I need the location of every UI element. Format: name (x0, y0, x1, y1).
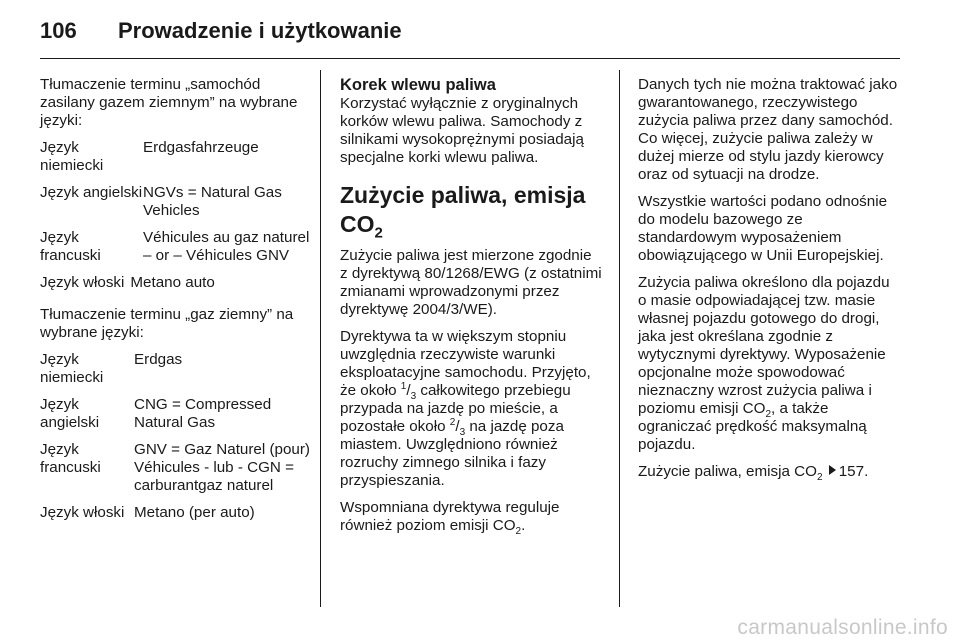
text-run: Dyrektywa ta w większym stopniu uwzględnia rzeczywiste warunki eksploatacyjne samochodu. Przyjęto, że około (340, 328, 591, 399)
language-label: Język francuski (40, 229, 101, 264)
text-run: Zużycia paliwa określono dla pojazdu o masie odpowiadającej tzw. masie własnej pojazdu gotowego do drogi, jaka jest określana zgodnie z wytycznymi dyrektywy. Wyposażenie opcjonalne może spowodować nieznaczny wzrost zużycia paliwa i poziomu emisji CO (638, 274, 890, 417)
directive-paragraph: Zużycie paliwa jest mierzone zgodnie z dyrektywą 80/1268/EWG (z ostatnimi zmianami wprowadzonymi przez dyrektywę 2004/3/WE). (340, 247, 602, 318)
translation-value: Erdgasfahrzeuge (143, 139, 259, 156)
text-run: , a także ograniczać prędkość maksymalną pojazdu. (638, 400, 867, 453)
base-model-paragraph: Wszystkie wartości podano odnośnie do modelu bazowego ze standardowym wyposażeniem obowiązującego w Unii Europejskiej. (638, 193, 888, 264)
column-divider-2 (619, 70, 620, 607)
page-title: Prowadzenie i użytkowanie (118, 18, 402, 43)
table-row (40, 139, 310, 175)
watermark: carmanualsonline.info (737, 616, 948, 639)
fraction-numerator: 2 (449, 416, 456, 428)
page-number: 106 (40, 18, 77, 43)
fuel-cap-paragraph: Korzystać wyłącznie z oryginalnych korków wlewu paliwa. Samochody z silnikami wysokoprężnymi posiadają specjalne korki wlewu paliwa. (340, 95, 584, 166)
intro-ngv-translation: Tłumaczenie terminu „samochód zasilany gazem ziemnym” na wybrane języki: (40, 76, 298, 129)
page-header (40, 18, 402, 48)
language-label: Język niemiecki (40, 351, 104, 386)
intro-gas-translation: Tłumaczenie terminu „gaz ziemny” na wybrane języki: (40, 306, 294, 341)
text-run: całkowitego przebiegu przypada na jazdę po mieście, a pozostałe około (340, 382, 571, 435)
translation-value: GNV = Gaz Naturel (pour) Véhicules - lub - CGN = carburantgaz naturel (134, 441, 310, 494)
co2-subscript: 2 (816, 472, 823, 484)
cross-reference[interactable] (638, 463, 902, 484)
language-label: Język angielski (40, 396, 100, 431)
reference-page[interactable]: 157. (838, 463, 869, 480)
city-share-paragraph: Dyrektywa ta w większym stopniu uwzględnia rzeczywiste warunki eksploatacyjne samochodu. Przyjęto, że około $^1/_3$ całkowitego przebiegu przypada na jazdę po mieście, a pozostałe około $^2/_3$ na jazdę poza miastem. Uwzględniono również rozruchy zimnego silnika i fazy przyspieszania. (340, 328, 591, 489)
disclaimer-paragraph: Danych tych nie można traktować jako gwarantowanego, rzeczywistego zużycia paliwa przez dany samochód. Co więcej, zużycie paliwa zależy w dużej mierze od stylu jazdy kierowcy oraz od sytuacji na drodze. (638, 76, 898, 183)
reference-text: Zużycie paliwa, emisja CO (638, 463, 817, 480)
translation-value: Erdgas (134, 351, 183, 368)
translation-value: Véhicules au gaz naturel – or – Véhicules GNV (143, 229, 310, 264)
translation-table-gas (40, 351, 310, 522)
text-run: na jazdę poza miastem. Uwzględniono również rozruchy zimnego silnika i fazy przyspieszania. (340, 418, 564, 489)
translation-value: NGVs = Natural Gas Vehicles (143, 184, 282, 219)
fuel-cap-heading: Korek wlewu paliwa (340, 76, 496, 94)
table-row (40, 351, 310, 387)
language-label: Język niemiecki (40, 139, 104, 174)
fraction-denominator: 3 (459, 427, 466, 439)
language-label: Język włoski (40, 504, 125, 521)
section-heading-text: Zużycie paliwa, emisja CO (340, 182, 586, 237)
language-label: Język włoski (40, 274, 125, 291)
co2-subscript: 2 (765, 409, 772, 421)
emission-regulation-paragraph (340, 499, 602, 538)
table-row (40, 184, 310, 220)
table-row (40, 229, 310, 265)
fraction-numerator: 1 (400, 380, 407, 392)
language-label: Język angielski (40, 184, 143, 201)
co2-subscript: 2 (374, 224, 383, 242)
table-row (40, 396, 310, 432)
vehicle-mass-paragraph (638, 274, 902, 454)
translation-value: Metano auto (130, 274, 215, 291)
column-divider-1 (320, 70, 321, 607)
text-run: . (521, 517, 526, 534)
header-rule (40, 58, 900, 59)
translation-value: Metano (per auto) (134, 504, 255, 521)
section-heading-fuel-consumption (340, 181, 602, 242)
translation-value: CNG = Compressed Natural Gas (134, 396, 272, 431)
table-row (40, 274, 310, 292)
translation-table-vehicle (40, 139, 310, 292)
column-2 (340, 76, 602, 544)
text-run: Wspomniana dyrektywa reguluje również poziom emisji CO (340, 499, 560, 534)
table-row (40, 441, 310, 495)
language-label: Język francuski (40, 441, 101, 476)
column-1 (40, 76, 310, 536)
arrow-right-icon (829, 465, 836, 475)
column-3 (638, 76, 902, 490)
co2-subscript: 2 (515, 526, 522, 538)
table-row (40, 504, 310, 522)
fraction-denominator: 3 (410, 391, 417, 403)
